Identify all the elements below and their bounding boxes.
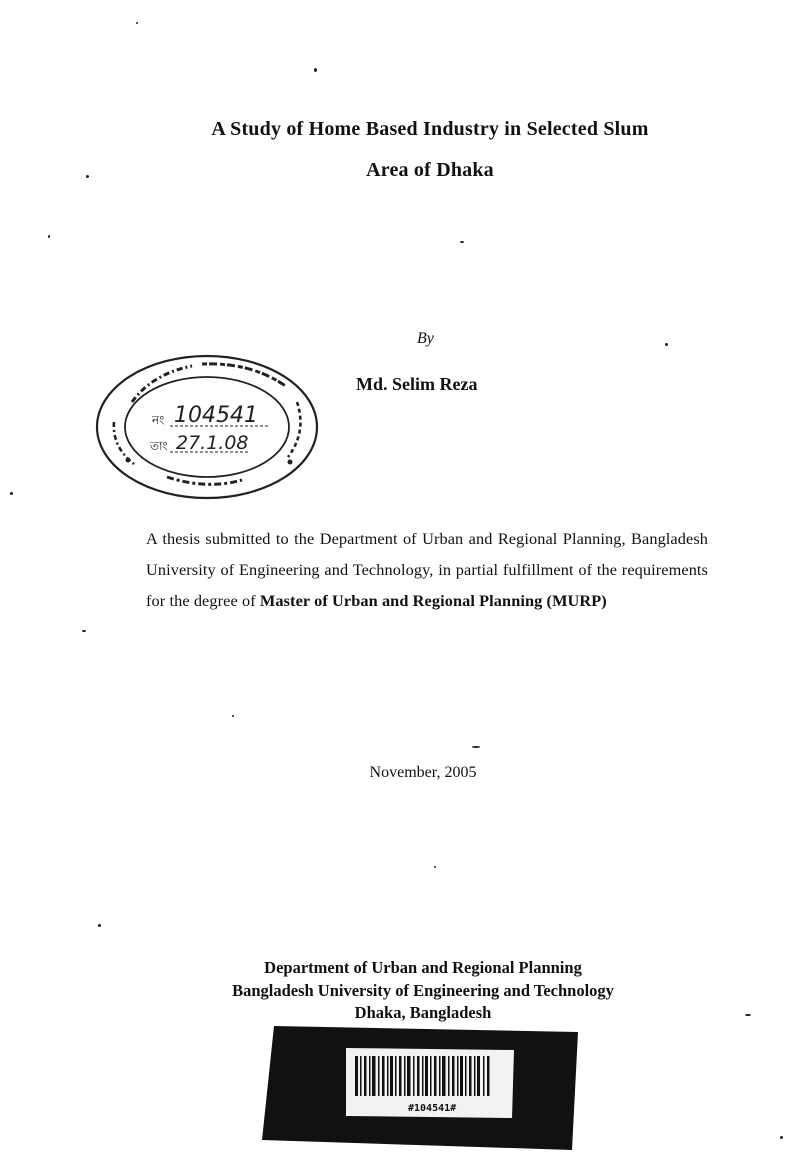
degree-name: Master of Urban and Regional Planning (MURP) bbox=[259, 591, 607, 610]
svg-text:নং: নং bbox=[152, 413, 165, 427]
thesis-title-line-2: Area of Dhaka bbox=[366, 159, 494, 181]
barcode-number: #104541# bbox=[408, 1103, 457, 1114]
scan-speck bbox=[780, 1136, 783, 1139]
department-line-2: Bangladesh University of Engineering and Technology bbox=[232, 981, 614, 1000]
scan-speck bbox=[98, 924, 101, 927]
scan-speck bbox=[460, 241, 464, 243]
author-name: Md. Selim Reza bbox=[356, 374, 478, 394]
thesis-statement-text: A thesis submitted to the Department of Urban and Regional Planning, Bangladesh University of Engineering and Technology, in partial fulfillment of the requirements for the degree of bbox=[146, 529, 708, 610]
thesis-title-line-1: A Study of Home Based Industry in Selected Slum bbox=[211, 118, 649, 140]
submission-date: November, 2005 bbox=[369, 764, 477, 781]
library-stamp bbox=[92, 352, 322, 502]
scan-speck bbox=[86, 175, 89, 178]
stamp-accession-number: 104541 bbox=[174, 403, 258, 428]
stamp-date: 27.1.08 bbox=[176, 432, 249, 454]
scan-speck bbox=[48, 235, 50, 238]
scan-speck bbox=[745, 1014, 751, 1016]
scan-speck bbox=[232, 715, 234, 717]
scan-speck bbox=[136, 22, 138, 24]
scan-speck bbox=[82, 630, 86, 632]
scan-speck bbox=[10, 492, 13, 495]
scan-speck bbox=[665, 343, 668, 346]
thesis-statement bbox=[146, 523, 708, 616]
barcode-label bbox=[258, 1014, 588, 1154]
department-line-3: Dhaka, Bangladesh bbox=[354, 1003, 492, 1022]
department-line-1: Department of Urban and Regional Planning bbox=[264, 958, 582, 977]
svg-text:তাং: তাং bbox=[150, 439, 168, 453]
scan-speck bbox=[314, 68, 317, 72]
scan-speck bbox=[434, 866, 436, 868]
scan-speck bbox=[472, 746, 480, 748]
by-label: By bbox=[417, 330, 434, 347]
